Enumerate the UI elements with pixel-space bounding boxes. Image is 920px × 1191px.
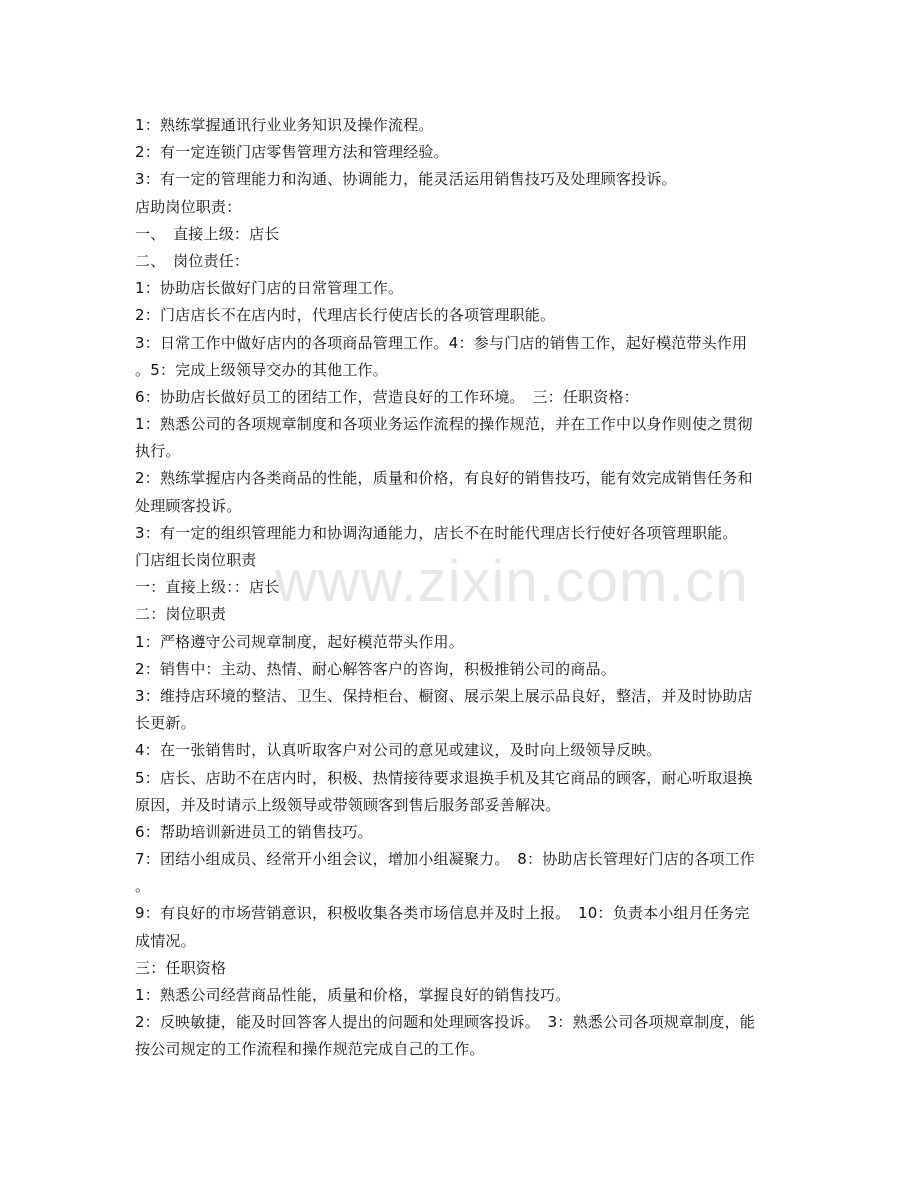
text-line: 1：熟练掌握通讯行业业务知识及操作流程。 — [135, 116, 434, 134]
text-line: 成情况。 — [135, 931, 196, 950]
text-line: 3：维持店环境的整洁、卫生、保持柜台、橱窗、展示架上展示品良好，整洁，并及时协助店 — [135, 686, 753, 705]
text-line: 2：门店店长不在店内时，代理店长行使店长的各项管理职能。 — [135, 306, 556, 325]
text-line: 1：熟悉公司的各项规章制度和各项业务运作流程的操作规范，并在工作中以身作则使之贯彻 — [135, 415, 753, 434]
text-line: 处理顾客投诉。 — [135, 496, 242, 515]
text-line: 7：团结小组成员、经常开小组会议，增加小组凝聚力。 8：协助店长管理好门店的各项工作 — [135, 850, 755, 869]
text-line: 2：熟练掌握店内各类商品的性能，质量和价格，有良好的销售技巧，能有效完成销售任务和 — [135, 469, 753, 488]
text-line: 。5：完成上级领导交办的其他工作。 — [135, 360, 388, 379]
text-line: 3：有一定的组织管理能力和协调沟通能力，店长不在时能代理店长行使好各项管理职能。 — [135, 523, 738, 542]
text-line: 3：有一定的管理能力和沟通、协调能力，能灵活运用销售技巧及处理顾客投诉。 — [135, 170, 677, 189]
text-line: 按公司规定的工作流程和操作规范完成自己的工作。 — [135, 1040, 485, 1059]
text-line: 三：任职资格 — [135, 958, 227, 977]
text-line: 执行。 — [135, 442, 181, 461]
document-body — [135, 112, 785, 1064]
text-line: 2：反映敏捷，能及时回答客人提出的问题和处理顾客投诉。 3：熟悉公司各项规章制度，能 — [135, 1013, 755, 1032]
text-line: 一：直接上级：：店长 — [135, 578, 280, 597]
text-line: 6：协助店长做好员工的团结工作，营造良好的工作环境。 三：任职资格： — [135, 387, 639, 406]
text-line: 长更新。 — [135, 714, 196, 733]
text-line: 二：岗位职责 — [135, 605, 227, 624]
text-line: 2：有一定连锁门店零售管理方法和管理经验。 — [135, 143, 449, 162]
section-heading: 门店组长岗位职责 — [135, 551, 257, 569]
text-line: 原因，并及时请示上级领导或带领顾客到售后服务部妥善解决。 — [135, 795, 561, 814]
text-line: 1：熟悉公司经营商品性能，质量和价格，掌握良好的销售技巧。 — [135, 986, 571, 1004]
text-line: 1：协助店长做好门店的日常管理工作。 — [135, 279, 404, 298]
text-line: 4：在一张销售时，认真听取客户对公司的意见或建议，及时向上级领导反映。 — [135, 741, 662, 760]
text-line: 5：店长、店助不在店内时，积极、热情接待要求退换手机及其它商品的顾客，耐心听取退换 — [135, 768, 753, 787]
text-line: 9：有良好的市场营销意识，积极收集各类市场信息并及时上报。 10：负责本小组月任务完 — [135, 904, 750, 923]
text-line: 6：帮助培训新进员工的销售技巧。 — [135, 822, 373, 841]
watermark: www.zixin.com.cn — [275, 549, 749, 614]
text-line: 二、 岗位责任： — [135, 251, 250, 270]
text-line: 一、 直接上级：店长 — [135, 224, 280, 243]
text-line: 1：严格遵守公司规章制度，起好模范带头作用。 — [135, 632, 464, 651]
text-line: 。 — [135, 877, 151, 896]
text-line: 3：日常工作中做好店内的各项商品管理工作。4：参与门店的销售工作，起好模范带头作用 — [135, 333, 748, 352]
section-heading: 店助岗位职责： — [135, 197, 242, 216]
text-line: 2：销售中：主动、热情、耐心解答客户的咨询，积极推销公司的商品。 — [135, 659, 616, 678]
